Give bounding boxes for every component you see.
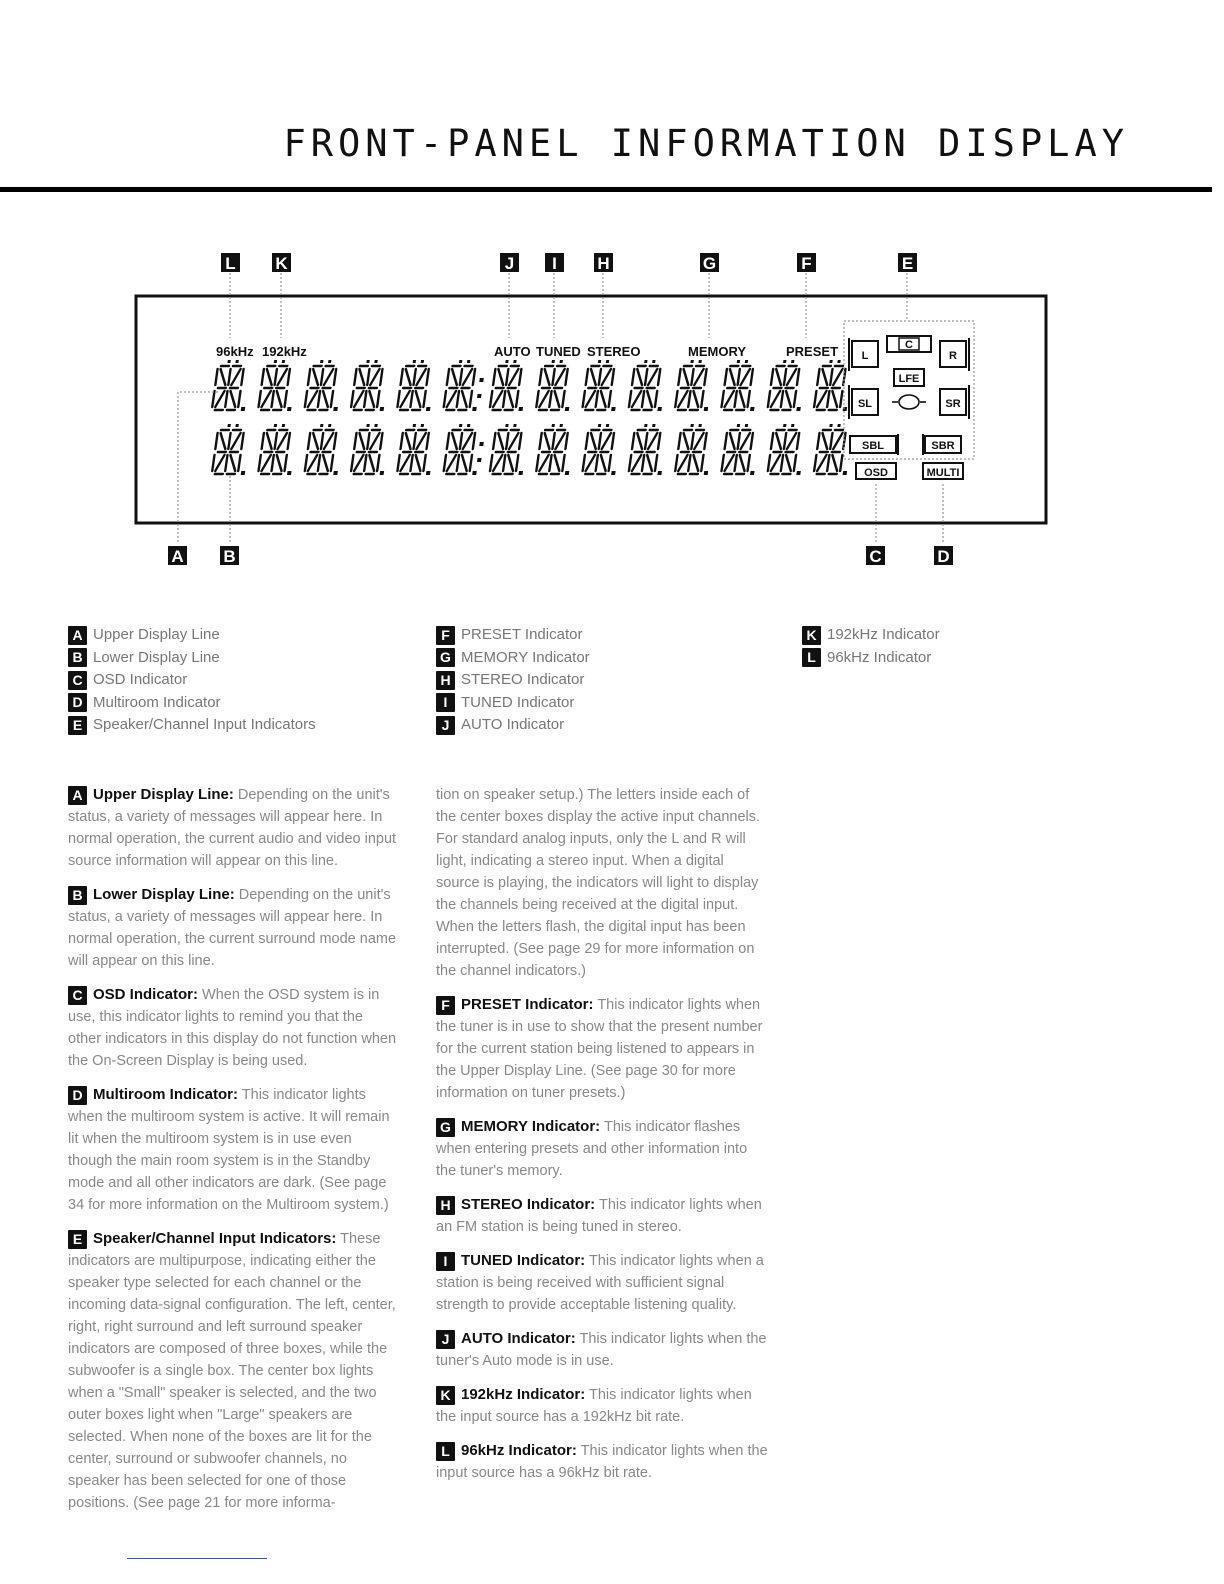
osd-indicator: [856, 463, 896, 479]
description-heading: 192kHz Indicator:: [461, 1386, 586, 1403]
legend-item-I: [436, 692, 590, 715]
upper-display-char-cell: [582, 360, 622, 411]
description-B: [68, 884, 400, 972]
speaker-SL-indicator: [849, 385, 878, 419]
badge-J: J: [436, 716, 455, 735]
callout-J: [500, 253, 519, 273]
badge-L: L: [802, 648, 821, 667]
description-heading: Multiroom Indicator:: [93, 1086, 238, 1103]
legend-label-K: 192kHz Indicator: [827, 626, 940, 643]
lower-display-char-cell: [397, 424, 437, 475]
badge-F: F: [436, 626, 455, 645]
svg-text:R: R: [949, 350, 957, 362]
badge-K: K: [802, 626, 821, 645]
svg-text:SL: SL: [857, 398, 873, 410]
display-diagram: [130, 250, 1060, 580]
lower-display-char-cell: [814, 424, 854, 475]
legend-item-A: [68, 624, 316, 647]
legend-label-F: PRESET Indicator: [461, 626, 583, 643]
description-C: [68, 984, 400, 1072]
legend-label-E: Speaker/Channel Input Indicators: [93, 716, 316, 733]
auto-label: AUTO: [494, 344, 531, 359]
badge-C: C: [68, 671, 87, 690]
description-I: [436, 1250, 768, 1316]
lower-display-line: [212, 424, 854, 475]
description-body: This indicator lights when the input source has a 96kHz bit rate.: [436, 1443, 768, 1481]
description-body: This indicator lights when the multiroom system is active. It will remain lit when the multiroom system is in use even though the main room system is in the Standby mode and all other indicators are dark. (See page 34 for more information on the Multiroom system.): [68, 1087, 390, 1213]
memory-label: MEMORY: [688, 344, 747, 359]
description-body: This indicator lights when the tuner is in use to show that the present number for the current station being listened to appears in the Upper Display Line. (See page 30 for more information on tuner presets.): [436, 997, 763, 1101]
description-body: This indicator lights when a station is being received with sufficient signal strength to provide acceptable listening quality.: [436, 1253, 764, 1313]
svg-text:D: D: [937, 547, 950, 566]
svg-text:SR: SR: [945, 398, 961, 410]
legend-label-A: Upper Display Line: [93, 626, 220, 643]
legend-column-1: [68, 624, 316, 737]
badge-E: E: [68, 1230, 87, 1249]
lower-display-char-cell: [443, 424, 486, 475]
badge-H: H: [436, 1196, 455, 1215]
legend-item-G: [436, 647, 590, 670]
callout-H: [594, 253, 613, 273]
description-J: [436, 1328, 768, 1372]
callout-I: [545, 253, 564, 273]
legend-item-J: [436, 714, 590, 737]
badge-A: A: [68, 626, 87, 645]
legend-label-J: AUTO Indicator: [461, 716, 565, 733]
description-column-1: [68, 784, 400, 1526]
upper-display-char-cell: [489, 360, 529, 411]
svg-text:L: L: [861, 350, 869, 362]
badge-B: B: [68, 648, 87, 667]
description-A: [68, 784, 400, 872]
description-body: Depending on the unit's status, a variety of messages will appear here. In normal operation, the current surround mode name will appear on this line.: [68, 887, 397, 969]
svg-text:B: B: [223, 547, 236, 566]
description-column-2: [436, 784, 768, 1496]
lower-display-char-cell: [351, 424, 391, 475]
callout-D: [934, 546, 953, 566]
upper-display-char-cell: [397, 360, 437, 411]
svg-text:K: K: [275, 254, 288, 273]
badge-G: G: [436, 1118, 455, 1137]
legend-label-C: OSD Indicator: [93, 671, 188, 688]
description-heading: PRESET Indicator:: [461, 996, 594, 1013]
legend-item-K: [802, 624, 940, 647]
badge-D: D: [68, 1086, 87, 1105]
upper-display-char-cell: [351, 360, 391, 411]
badge-E: E: [68, 716, 87, 735]
upper-display-char-cell: [536, 360, 576, 411]
badge-K: K: [436, 1386, 455, 1405]
callout-E: [898, 253, 917, 273]
description-body: Depending on the unit's status, a variety of messages will appear here. In normal operation, the current audio and video input source information will appear on this line.: [68, 787, 397, 869]
badge-A: A: [68, 786, 87, 805]
upper-display-char-cell: [721, 360, 761, 411]
description-H: [436, 1194, 768, 1238]
speaker-SBL-indicator: [850, 434, 898, 455]
badge-H: H: [436, 671, 455, 690]
badge-L: L: [436, 1442, 455, 1461]
description-F: [436, 994, 768, 1104]
description-E: [68, 1228, 400, 1514]
svg-text:A: A: [171, 547, 184, 566]
legend-item-H: [436, 669, 590, 692]
description-heading: OSD Indicator:: [93, 986, 199, 1003]
description-heading: STEREO Indicator:: [461, 1196, 596, 1213]
svg-text:F: F: [801, 254, 812, 273]
badge-I: I: [436, 693, 455, 712]
description-D: [68, 1084, 400, 1216]
page-title: FRONT-PANEL INFORMATION DISPLAY: [283, 122, 1129, 165]
upper-display-char-cell: [443, 360, 486, 411]
upper-display-char-cell: [212, 360, 252, 411]
description-heading: TUNED Indicator:: [461, 1252, 586, 1269]
callout-L: [221, 253, 240, 273]
upper-display-char-cell: [814, 360, 854, 411]
svg-text:I: I: [552, 254, 557, 273]
description-E-continued: tion on speaker setup.) The letters inside each of the center boxes display the active input channels. For standard analog inputs, only the L and R will light, indicating a stereo input. When a digital source is playing, the indicators will light to display the channels being received at the digital input. When the letters flash, the digital input has been interrupted. (See page 29 for more information on the channel indicators.): [436, 787, 761, 979]
lower-display-char-cell: [628, 424, 668, 475]
preset-label: PRESET: [786, 344, 839, 359]
lower-display-char-cell: [489, 424, 529, 475]
lower-display-char-cell: [212, 424, 252, 475]
speaker-C-indicator: [887, 336, 931, 352]
description-heading: Speaker/Channel Input Indicators:: [93, 1230, 337, 1247]
svg-text:G: G: [702, 254, 717, 273]
listener-icon: [892, 395, 926, 409]
svg-text:L: L: [225, 254, 236, 273]
khz192-label: 192kHz: [262, 344, 307, 359]
speaker-SBR-indicator: [923, 434, 961, 455]
legend-item-F: [436, 624, 590, 647]
badge-J: J: [436, 1330, 455, 1349]
description-L: [436, 1440, 768, 1484]
khz96-label: 96kHz: [216, 344, 254, 359]
description-heading: Lower Display Line:: [93, 886, 235, 903]
description-body: These indicators are multipurpose, indicating either the speaker type selected for each channel or the incoming data-signal configuration. The left, center, right, right surround and left surround speaker indicators are composed of three boxes, while the subwoofer is a single box. The center box lights when a "Small" speaker is selected, and the two outer boxes light when "Large" speakers are selected. When none of the boxes are lit for the center, surround or subwoofer channels, no speaker has been selected for one of those positions. (See page 21 for more informa-: [68, 1231, 396, 1511]
badge-D: D: [68, 693, 87, 712]
callout-G: [700, 253, 719, 273]
description-body: When the OSD system is in use, this indicator lights to remind you that the other indicators in this display do not function when the On-Screen Display is being used.: [68, 987, 397, 1069]
svg-text:H: H: [597, 254, 610, 273]
callout-C: [866, 546, 885, 566]
description-heading: 96kHz Indicator:: [461, 1442, 577, 1459]
upper-display-line: [212, 360, 854, 411]
badge-F: F: [436, 996, 455, 1015]
lower-display-char-cell: [767, 424, 807, 475]
upper-display-char-cell: [304, 360, 344, 411]
svg-text:C: C: [905, 339, 913, 351]
upper-display-char-cell: [258, 360, 298, 411]
legend-item-B: [68, 647, 316, 670]
speaker-L-indicator: [849, 338, 878, 371]
legend-item-L: [802, 647, 940, 670]
description-body: This indicator lights when an FM station is being tuned in stereo.: [436, 1197, 762, 1235]
lower-display-char-cell: [675, 424, 715, 475]
badge-B: B: [68, 886, 87, 905]
legend-label-D: Multiroom Indicator: [93, 693, 221, 711]
legend-label-L: 96kHz Indicator: [827, 648, 932, 666]
legend-label-G: MEMORY Indicator: [461, 648, 590, 666]
callout-A: [168, 546, 187, 566]
callout-F: [797, 253, 816, 273]
svg-text:OSD: OSD: [864, 467, 888, 479]
svg-text:SBR: SBR: [931, 440, 955, 452]
description-body: This indicator lights when the tuner's Auto mode is in use.: [436, 1331, 767, 1369]
badge-I: I: [436, 1252, 455, 1271]
speaker-SR-indicator: [940, 385, 969, 419]
callout-K: [272, 253, 291, 273]
description-heading: AUTO Indicator:: [461, 1330, 576, 1347]
svg-text:MULTI: MULTI: [926, 467, 960, 479]
description-body: This indicator lights when the input source has a 192kHz bit rate.: [436, 1387, 752, 1425]
description-body: This indicator flashes when entering presets and other information into the tuner's memory.: [436, 1119, 748, 1179]
lower-display-char-cell: [258, 424, 298, 475]
legend-label-I: TUNED Indicator: [461, 693, 575, 711]
upper-display-char-cell: [675, 360, 715, 411]
display-diagram-svg: [130, 250, 1060, 580]
legend-item-C: [68, 669, 316, 692]
legend-label-B: Lower Display Line: [93, 648, 220, 666]
legend-label-H: STEREO Indicator: [461, 671, 585, 688]
badge-G: G: [436, 648, 455, 667]
stereo-label: STEREO: [587, 344, 641, 359]
legend-item-E: [68, 714, 316, 737]
footer-rule: [127, 1558, 267, 1559]
lower-display-char-cell: [536, 424, 576, 475]
description-K: [436, 1384, 768, 1428]
lower-display-char-cell: [304, 424, 344, 475]
speaker-LFE-indicator: [894, 369, 924, 386]
legend-column-2: [436, 624, 590, 737]
tuned-label: TUNED: [536, 344, 581, 359]
legend-item-D: [68, 692, 316, 715]
upper-display-char-cell: [767, 360, 807, 411]
description-heading: MEMORY Indicator:: [461, 1118, 601, 1135]
callout-B: [220, 546, 239, 566]
description-G: [436, 1116, 768, 1182]
speaker-R-indicator: [940, 338, 969, 371]
svg-text:SBL: SBL: [862, 440, 884, 452]
svg-text:C: C: [869, 547, 882, 566]
svg-text:LFE: LFE: [898, 373, 920, 385]
lower-display-char-cell: [582, 424, 622, 475]
svg-text:E: E: [901, 254, 914, 273]
multiroom-indicator: [923, 463, 963, 479]
badge-C: C: [68, 986, 87, 1005]
svg-text:J: J: [504, 254, 515, 273]
top-leader-lines: [230, 273, 907, 338]
lower-display-char-cell: [721, 424, 761, 475]
title-rule: [0, 187, 1212, 192]
description-heading: Upper Display Line:: [93, 786, 234, 803]
legend-column-3: [802, 624, 940, 669]
upper-display-char-cell: [628, 360, 668, 411]
